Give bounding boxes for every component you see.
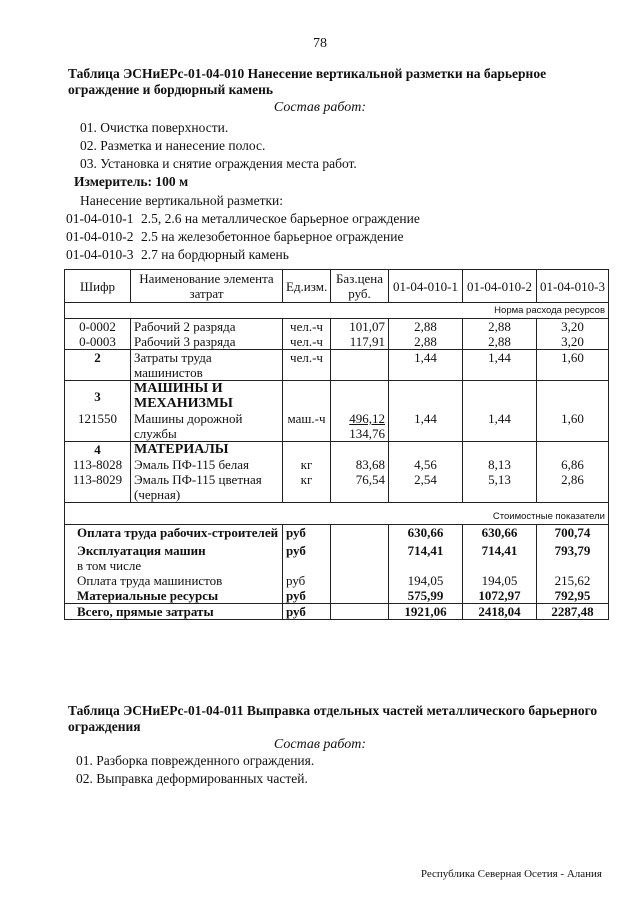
code-desc: 2.5, 2.6 на металлическое барьерное ограждение: [141, 211, 420, 226]
cell-price: 117,91: [331, 334, 389, 350]
section-title: МАТЕРИАЛЫ: [131, 442, 283, 458]
header-row: [65, 270, 609, 303]
table2-title: Таблица ЭСНиЕРс-01-04-011 Выправка отдельных частей металлического барьерного ограждения: [68, 703, 598, 734]
code-id: 01-04-010-3: [66, 247, 134, 262]
cost-v2: 2418,04: [463, 604, 537, 620]
cost-v1: 194,05: [389, 573, 463, 588]
table-row: [65, 457, 609, 472]
cell-unit: маш.-ч: [283, 411, 331, 442]
cost-name: Всего, прямые затраты: [65, 604, 283, 620]
cell-code: 0-0002: [65, 319, 131, 335]
work-item: 01. Очистка поверхности.: [80, 120, 229, 135]
table1-works-title: Состав работ:: [273, 100, 367, 115]
cost-row: [65, 540, 609, 558]
cost-v2: 630,66: [463, 525, 537, 541]
cost-v2: 714,41: [463, 540, 537, 558]
cell-v2: 1,44: [463, 350, 537, 381]
header-code: Шифр: [65, 270, 131, 303]
cost-v1: 575,99: [389, 588, 463, 604]
code-id: 01-04-010-1: [66, 211, 134, 226]
cost-unit: руб: [283, 573, 331, 588]
cost-name: Эксплуатация машин: [65, 540, 283, 558]
table-row: [65, 411, 609, 442]
cost-unit: руб: [283, 588, 331, 604]
page-number: 78: [313, 36, 327, 51]
cell-v2: 1,44: [463, 411, 537, 442]
cost-unit: руб: [283, 525, 331, 541]
cell-code: 3: [65, 381, 131, 412]
cost-v1: 1921,06: [389, 604, 463, 620]
cost-name: Оплата труда рабочих-строителей: [65, 525, 283, 541]
cell-v1: 2,88: [389, 319, 463, 335]
header-col3: 01-04-010-3: [537, 270, 609, 303]
cell-v2: 5,13: [463, 472, 537, 503]
cell-unit: чел.-ч: [283, 319, 331, 335]
cell-code: 121550: [65, 411, 131, 442]
intro: Нанесение вертикальной разметки:: [80, 193, 284, 208]
cost-v3: 700,74: [537, 525, 609, 541]
cell-code: 0-0003: [65, 334, 131, 350]
cell-code: 4: [65, 442, 131, 458]
cell-name: Затраты труда машинистов: [131, 350, 283, 381]
cell-unit: чел.-ч: [283, 334, 331, 350]
table-row: [65, 350, 609, 381]
cost-row: [65, 558, 609, 573]
cost-v3: 2287,48: [537, 604, 609, 620]
work-item: 01. Разборка поврежденного ограждения.: [76, 753, 315, 768]
cell-v1: 1,44: [389, 350, 463, 381]
cell-name: Машины дорожной службы: [131, 411, 283, 442]
footer-region: Республика Северная Осетия - Алания: [420, 868, 602, 880]
table2-works-title: Состав работ:: [273, 737, 367, 752]
norm-row: [65, 303, 609, 319]
cell-v2: 2,88: [463, 334, 537, 350]
cell-v1: 4,56: [389, 457, 463, 472]
cell-v3: 6,86: [537, 457, 609, 472]
cell-code: 2: [65, 350, 131, 381]
cost-row: [65, 588, 609, 604]
section-row: [65, 442, 609, 458]
cost-v3: 215,62: [537, 573, 609, 588]
table-row: [65, 319, 609, 335]
work-item: 02. Разметка и нанесение полос.: [80, 138, 266, 153]
cost-v2: 1072,97: [463, 588, 537, 604]
cell-v3: 1,60: [537, 411, 609, 442]
cell-name: Рабочий 3 разряда: [131, 334, 283, 350]
meter: Измеритель: 100 м: [74, 174, 189, 189]
cell-v2: 2,88: [463, 319, 537, 335]
cell-v3: 3,20: [537, 319, 609, 335]
header-name: Наименование элемента затрат: [131, 270, 283, 303]
cost-row: [65, 573, 609, 588]
cost-row: [65, 525, 609, 541]
cost-total-row: [65, 604, 609, 620]
cost-v3: 793,79: [537, 540, 609, 558]
price-main: 496,12: [349, 411, 385, 426]
code-desc: 2.7 на бордюрный камень: [141, 247, 289, 262]
resource-table: [64, 269, 609, 620]
header-col2: 01-04-010-2: [463, 270, 537, 303]
cost-v2: 194,05: [463, 573, 537, 588]
cell-unit: кг: [283, 472, 331, 503]
cost-v3: 792,95: [537, 588, 609, 604]
cell-price: [331, 350, 389, 381]
cost-unit: руб: [283, 604, 331, 620]
cell-price: 76,54: [331, 472, 389, 503]
cell-unit: кг: [283, 457, 331, 472]
section-row: [65, 381, 609, 412]
cell-name: Эмаль ПФ-115 белая: [131, 457, 283, 472]
code-id: 01-04-010-2: [66, 229, 134, 244]
table1-title: Таблица ЭСНиЕРс-01-04-010 Нанесение вертикальной разметки на барьерное ограждение и бордюрный камень: [68, 66, 547, 97]
cell-v1: 2,54: [389, 472, 463, 503]
cell-code: 113-8028: [65, 457, 131, 472]
cell-unit: чел.-ч: [283, 350, 331, 381]
cost-label-row: [65, 503, 609, 525]
header-col1: 01-04-010-1: [389, 270, 463, 303]
cell-v3: 2,86: [537, 472, 609, 503]
cell-price: [331, 411, 389, 442]
work-item: 03. Установка и снятие ограждения места работ.: [80, 156, 357, 171]
cell-v3: 3,20: [537, 334, 609, 350]
cost-unit: руб: [283, 540, 331, 558]
cost-v1: 630,66: [389, 525, 463, 541]
header-unit: Ед.изм.: [283, 270, 331, 303]
cost-name: Оплата труда машинистов: [65, 573, 283, 588]
code-desc: 2.5 на железобетонное барьерное ограждение: [141, 229, 404, 244]
cell-v3: 1,60: [537, 350, 609, 381]
cell-name: Рабочий 2 разряда: [131, 319, 283, 335]
cell-v1: 1,44: [389, 411, 463, 442]
cost-v1: 714,41: [389, 540, 463, 558]
work-item: 02. Выправка деформированных частей.: [76, 771, 308, 786]
cell-price: 101,07: [331, 319, 389, 335]
header-price: Баз.цена руб.: [331, 270, 389, 303]
cost-label: Стоимостные показатели: [65, 503, 609, 525]
cell-v2: 8,13: [463, 457, 537, 472]
norm-label: Норма расхода ресурсов: [65, 303, 609, 319]
price-sub: 134,76: [349, 426, 385, 441]
cell-price: 83,68: [331, 457, 389, 472]
cost-name: Материальные ресурсы: [65, 588, 283, 604]
table-row: [65, 472, 609, 503]
table-row: [65, 334, 609, 350]
section-title: МАШИНЫ И МЕХАНИЗМЫ: [131, 381, 283, 412]
cell-name: Эмаль ПФ-115 цветная (черная): [131, 472, 283, 503]
cost-name: в том числе: [65, 558, 283, 573]
cell-code: 113-8029: [65, 472, 131, 503]
cell-v1: 2,88: [389, 334, 463, 350]
